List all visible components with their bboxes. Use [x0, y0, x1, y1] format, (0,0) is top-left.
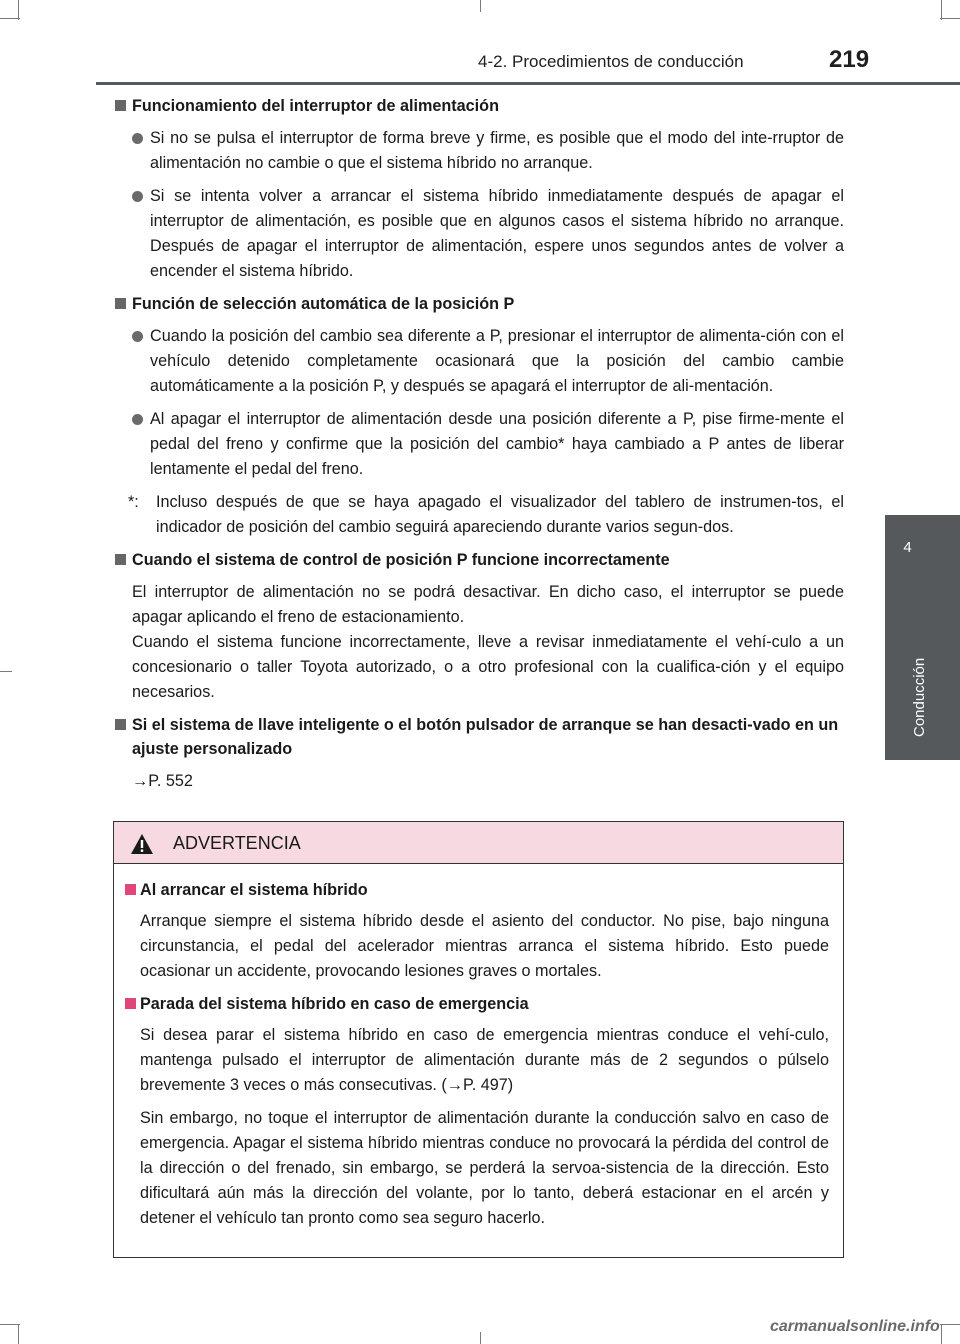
watermark: carmanualsonline.info [770, 1318, 940, 1335]
list-item: Al apagar el interruptor de alimentación desde una posición diferente a P, pise firme-mente el pedal del freno y confirme que la posición del cambio* haya cambiado a P antes de liberar lentamente el pedal del freno. [114, 407, 844, 482]
page-number: 219 [829, 46, 870, 73]
crop-mark [0, 671, 12, 672]
footnote-mark: *: [128, 493, 139, 511]
list-item: Si se intenta volver a arrancar el sistema híbrido inmediatamente después de apagar el interruptor de alimentación, es posible que en algunos casos el sistema híbrido no arranque. Después de apagar el interruptor de alimentación, espere unos segundos antes de volver a encender el sistema híbrido. [114, 184, 844, 284]
header-rule [96, 82, 960, 85]
crop-mark [480, 1332, 481, 1344]
warning-body [125, 878, 829, 1239]
chapter-tab [885, 515, 960, 760]
warning-triangle-icon [130, 833, 154, 860]
crop-mark [940, 18, 960, 19]
paragraph: Cuando el sistema funcione incorrectamente, lleve a revisar inmediatamente el vehí-culo a un concesionario o taller Toyota autorizado, o a otro profesional con la cualifica-ción y el equipo necesarios. [132, 633, 844, 701]
warning-box [113, 821, 844, 1258]
warning-paragraph: Sin embargo, no toque el interruptor de alimentación durante la conducción salvo en caso de emergencia. Apagar el sistema híbrido mientras conduce no provocará la pérdida del control de la dirección o del frenado, sin embargo, se perderá la servoa-sistencia de la dirección. Esto dificultará aún más la dirección del volante, por lo tanto, deberá estacionar en el arcén y detener el vehículo tan pronto como sea seguro hacerlo. [140, 1109, 829, 1227]
warning-title: ADVERTENCIA [173, 833, 301, 853]
round-bullet-icon [132, 191, 143, 202]
section-heading: Cuando el sistema de control de posición P funcione incorrectamente [114, 548, 844, 572]
warning-section-heading: Parada del sistema híbrido en caso de emergencia [125, 992, 829, 1016]
round-bullet-icon [132, 331, 143, 342]
square-bullet-icon [125, 998, 136, 1009]
section-heading: Si el sistema de llave inteligente o el botón pulsador de arranque se han desacti-vado en un ajuste personalizado [114, 713, 844, 761]
paragraph: El interruptor de alimentación no se podrá desactivar. En dicho caso, el interruptor se puede apagar aplicando el freno de estacionamiento. [132, 583, 844, 626]
crop-mark [0, 1324, 20, 1325]
footnote: *: Incluso después de que se haya apagado el visualizador del tablero de instrumen-tos, el indicador de posición del cambio seguirá apareciendo durante varios segun-dos. [114, 490, 844, 540]
crop-mark [940, 1324, 960, 1325]
crop-mark [0, 18, 20, 19]
section-heading: Funcionamiento del interruptor de alimentación [114, 94, 844, 118]
square-bullet-icon [115, 298, 126, 309]
list-item: Cuando la posición del cambio sea diferente a P, presionar el interruptor de alimenta-ción con el vehículo detenido completamente ocasionará que la posición del cambio cambie automáticamente a la posición P, y después se apagará el interruptor de ali-mentación. [114, 324, 844, 399]
crop-mark [18, 0, 19, 20]
warning-section-heading: Al arrancar el sistema híbrido [125, 878, 829, 902]
square-bullet-icon [125, 884, 136, 895]
chapter-label: Conducción [911, 657, 928, 737]
chapter-number: 4 [903, 539, 912, 556]
crop-mark [18, 1324, 19, 1344]
warning-paragraph: Si desea parar el sistema híbrido en caso de emergencia mientras conduce el vehí-culo, mantenga pulsado el interruptor de alimentación durante más de 2 segundos o púlselo brevemente 3 veces o más consecutivas. (→P. 497) [140, 1026, 829, 1094]
section-heading: Función de selección automática de la posición P [114, 292, 844, 316]
square-bullet-icon [115, 719, 126, 730]
warning-paragraph: Arranque siempre el sistema híbrido desde el asiento del conductor. No pise, bajo ninguna circunstancia, el pedal del acelerador mientras arranca el sistema híbrido. Esto puede ocasionar un accidente, provocando lesiones graves o mortales. [140, 912, 829, 980]
list-item: Si no se pulsa el interruptor de forma breve y firme, es posible que el modo del inte-rruptor de alimentación no cambie o que el sistema híbrido no arranque. [114, 126, 844, 176]
crop-mark [941, 1324, 942, 1344]
square-bullet-icon [115, 554, 126, 565]
crop-mark [480, 0, 481, 12]
square-bullet-icon [115, 100, 126, 111]
running-header-title: 4-2. Procedimientos de conducción [478, 52, 744, 71]
page-reference: →P. 552 [132, 772, 193, 790]
round-bullet-icon [132, 133, 143, 144]
round-bullet-icon [132, 414, 143, 425]
main-content [114, 94, 844, 802]
warning-header [114, 822, 843, 864]
crop-mark [941, 0, 942, 20]
